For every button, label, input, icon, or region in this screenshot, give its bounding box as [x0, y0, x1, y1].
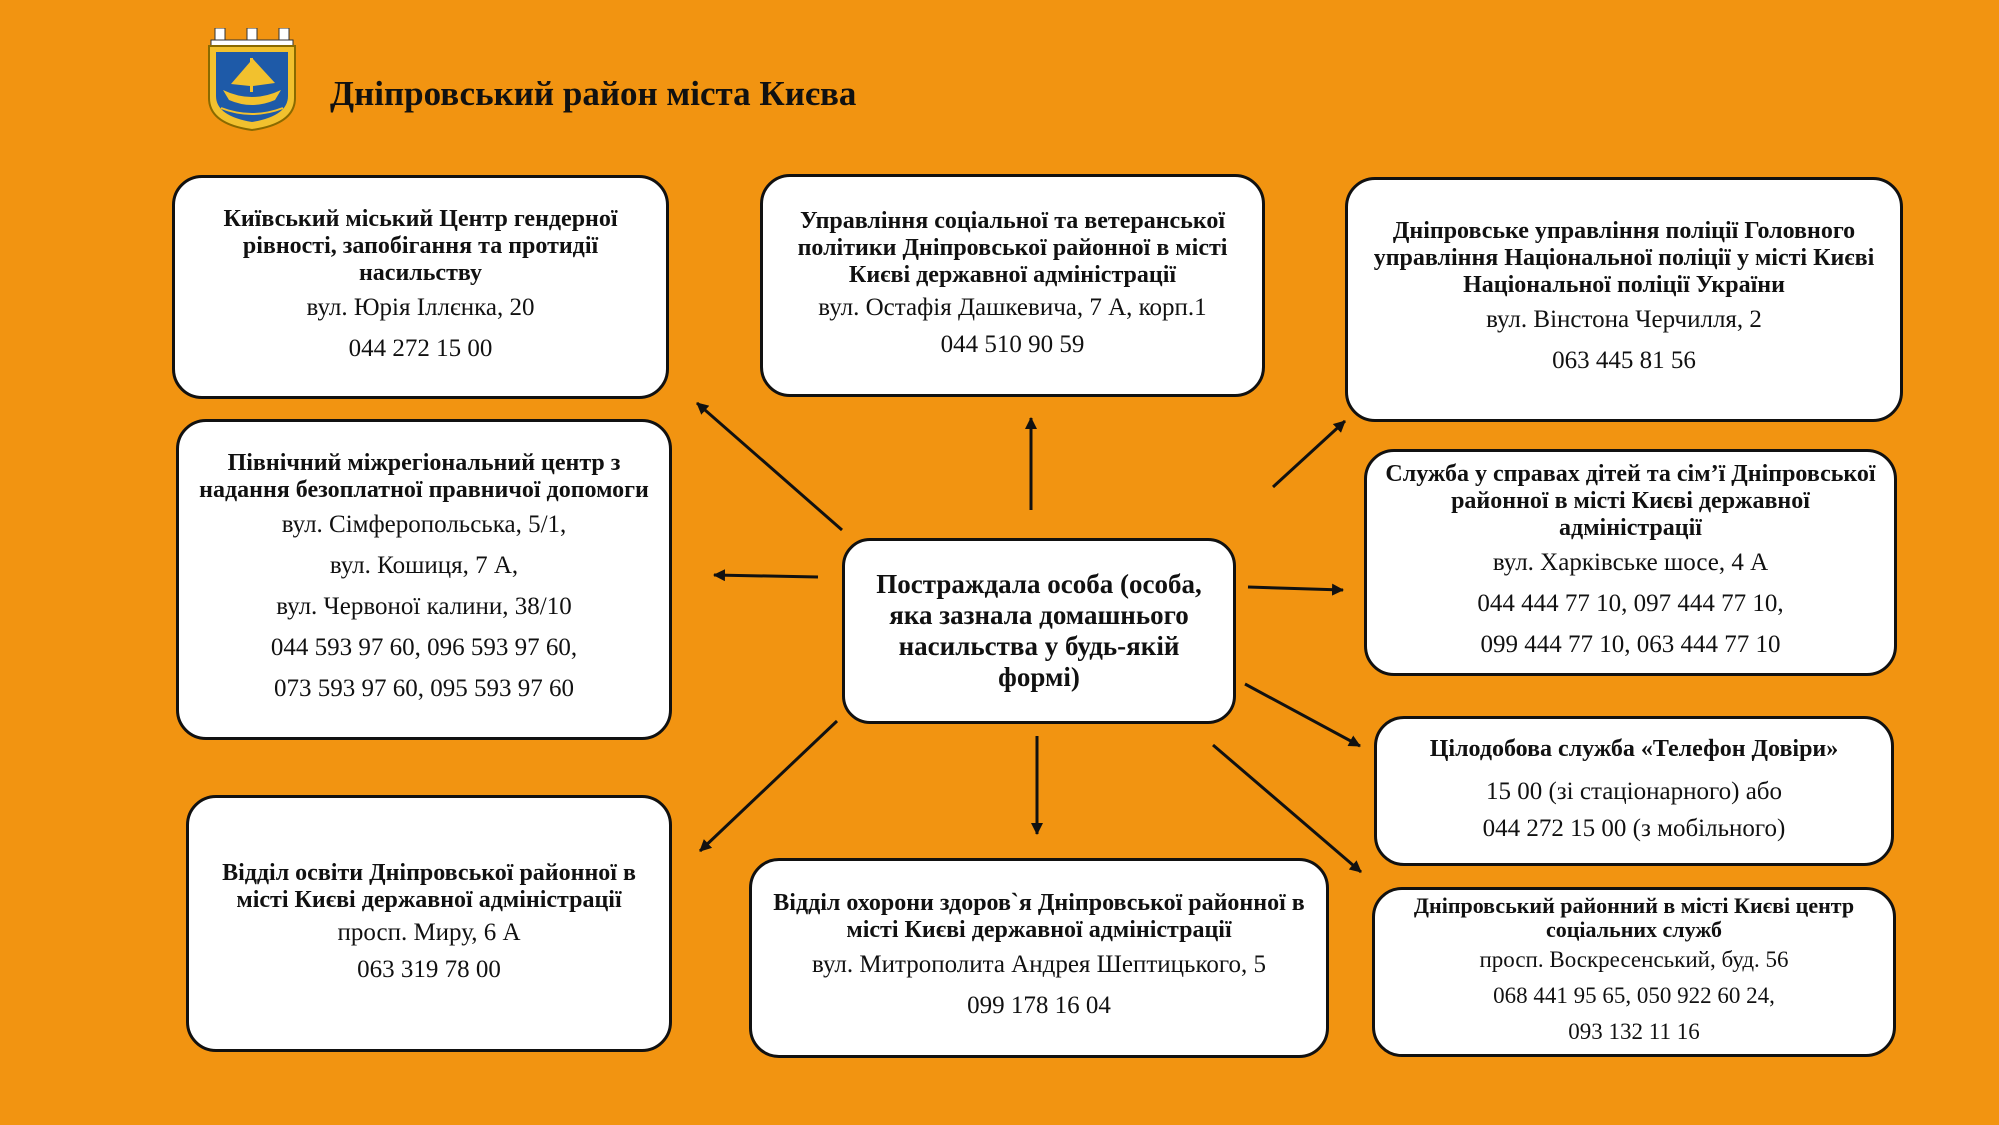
node-title: Постраждала особа (особа, яка зазнала домашнього насильства у будь-якій формі)	[876, 569, 1202, 692]
node-title: Північний міжрегіональний центр з надання безоплатної правничої допомоги	[199, 450, 649, 503]
node-phone: 063 319 78 00	[357, 955, 501, 983]
node-address: вул. Сімферопольська, 5/1,	[281, 511, 567, 538]
node-phone: 093 132 11 16	[1568, 1019, 1700, 1044]
node-title: Відділ охорони здоров`я Дніпровської районної в місті Києві державної адміністрації	[773, 890, 1305, 943]
node-address: вул. Вінстона Черчилля, 2	[1486, 306, 1762, 333]
arrow-to-social-services	[1213, 745, 1361, 872]
node-title: Дніпровське управління поліції Головного управління Національної поліції у місті Києві Національної поліції України	[1373, 218, 1875, 298]
node-title: Цілодобова служба «Телефон Довіри»	[1429, 735, 1839, 762]
node-phone: 044 510 90 59	[940, 331, 1085, 358]
node-phone: 044 593 97 60, 096 593 97 60,	[270, 634, 578, 661]
node-title: Дніпровський районний в місті Києві центр соціальних служб	[1413, 893, 1855, 942]
node-phone: 063 445 81 56	[1552, 347, 1696, 374]
node-phone: 044 444 77 10, 097 444 77 10,	[1477, 589, 1784, 617]
node-phone: 068 441 95 65, 050 922 60 24,	[1493, 983, 1775, 1008]
node-address: вул. Харківське шосе, 4 А	[1492, 548, 1769, 576]
node-police-department	[1345, 177, 1903, 422]
node-address: просп. Воскресенський, буд. 56	[1479, 947, 1789, 972]
node-phone: 044 272 15 00	[348, 334, 493, 362]
arrow-to-hotline	[1245, 684, 1360, 746]
node-address: вул. Юрія Іллєнка, 20	[306, 293, 535, 321]
node-title: Управління соціальної та ветеранської політики Дніпровської районної в місті Києві державної адміністрації	[797, 208, 1228, 288]
node-title: Відділ освіти Дніпровської районної в місті Києві державної адміністрації	[222, 859, 636, 913]
node-phone: 15 00 (зі стаціонарного) або	[1485, 777, 1783, 805]
node-address: вул. Кошиця, 7 А,	[329, 552, 519, 579]
node-trust-hotline	[1374, 716, 1894, 866]
arrow-to-kyiv-center	[697, 403, 842, 530]
node-phone: 099 444 77 10, 063 444 77 10	[1480, 630, 1781, 658]
node-phone: 073 593 97 60, 095 593 97 60	[274, 675, 574, 702]
node-legal-aid-center	[176, 419, 672, 740]
arrow-to-police	[1273, 421, 1345, 487]
node-title: Служба у справах дітей та сім’ї Дніпровської районної в місті Києві державної адміністрації	[1385, 460, 1876, 541]
node-social-policy-department	[760, 174, 1265, 397]
node-address: просп. Миру, 6 А	[337, 918, 521, 946]
node-address: вул. Червоної калини, 38/10	[276, 593, 572, 620]
node-social-services-center	[1372, 887, 1896, 1057]
node-children-family-service	[1364, 449, 1897, 676]
page-title: Дніпровський район міста Києва	[330, 74, 857, 113]
node-phone: 044 272 15 00 (з мобільного)	[1482, 814, 1786, 842]
node-education-department	[186, 795, 672, 1052]
node-kyiv-gender-center	[172, 175, 669, 399]
node-address: вул. Остафія Дашкевича, 7 А, корп.1	[818, 294, 1207, 321]
node-victim-center	[842, 538, 1236, 724]
node-address: вул. Митрополита Андрея Шептицького, 5	[812, 951, 1266, 978]
node-title: Київський міський Центр гендерної рівності, запобігання та протидії насильству	[223, 205, 618, 286]
node-health-department	[749, 858, 1329, 1058]
arrow-to-children	[1248, 587, 1343, 590]
node-phone: 099 178 16 04	[967, 992, 1111, 1019]
arrow-to-education	[700, 721, 837, 851]
arrow-to-legal-aid	[714, 575, 818, 577]
